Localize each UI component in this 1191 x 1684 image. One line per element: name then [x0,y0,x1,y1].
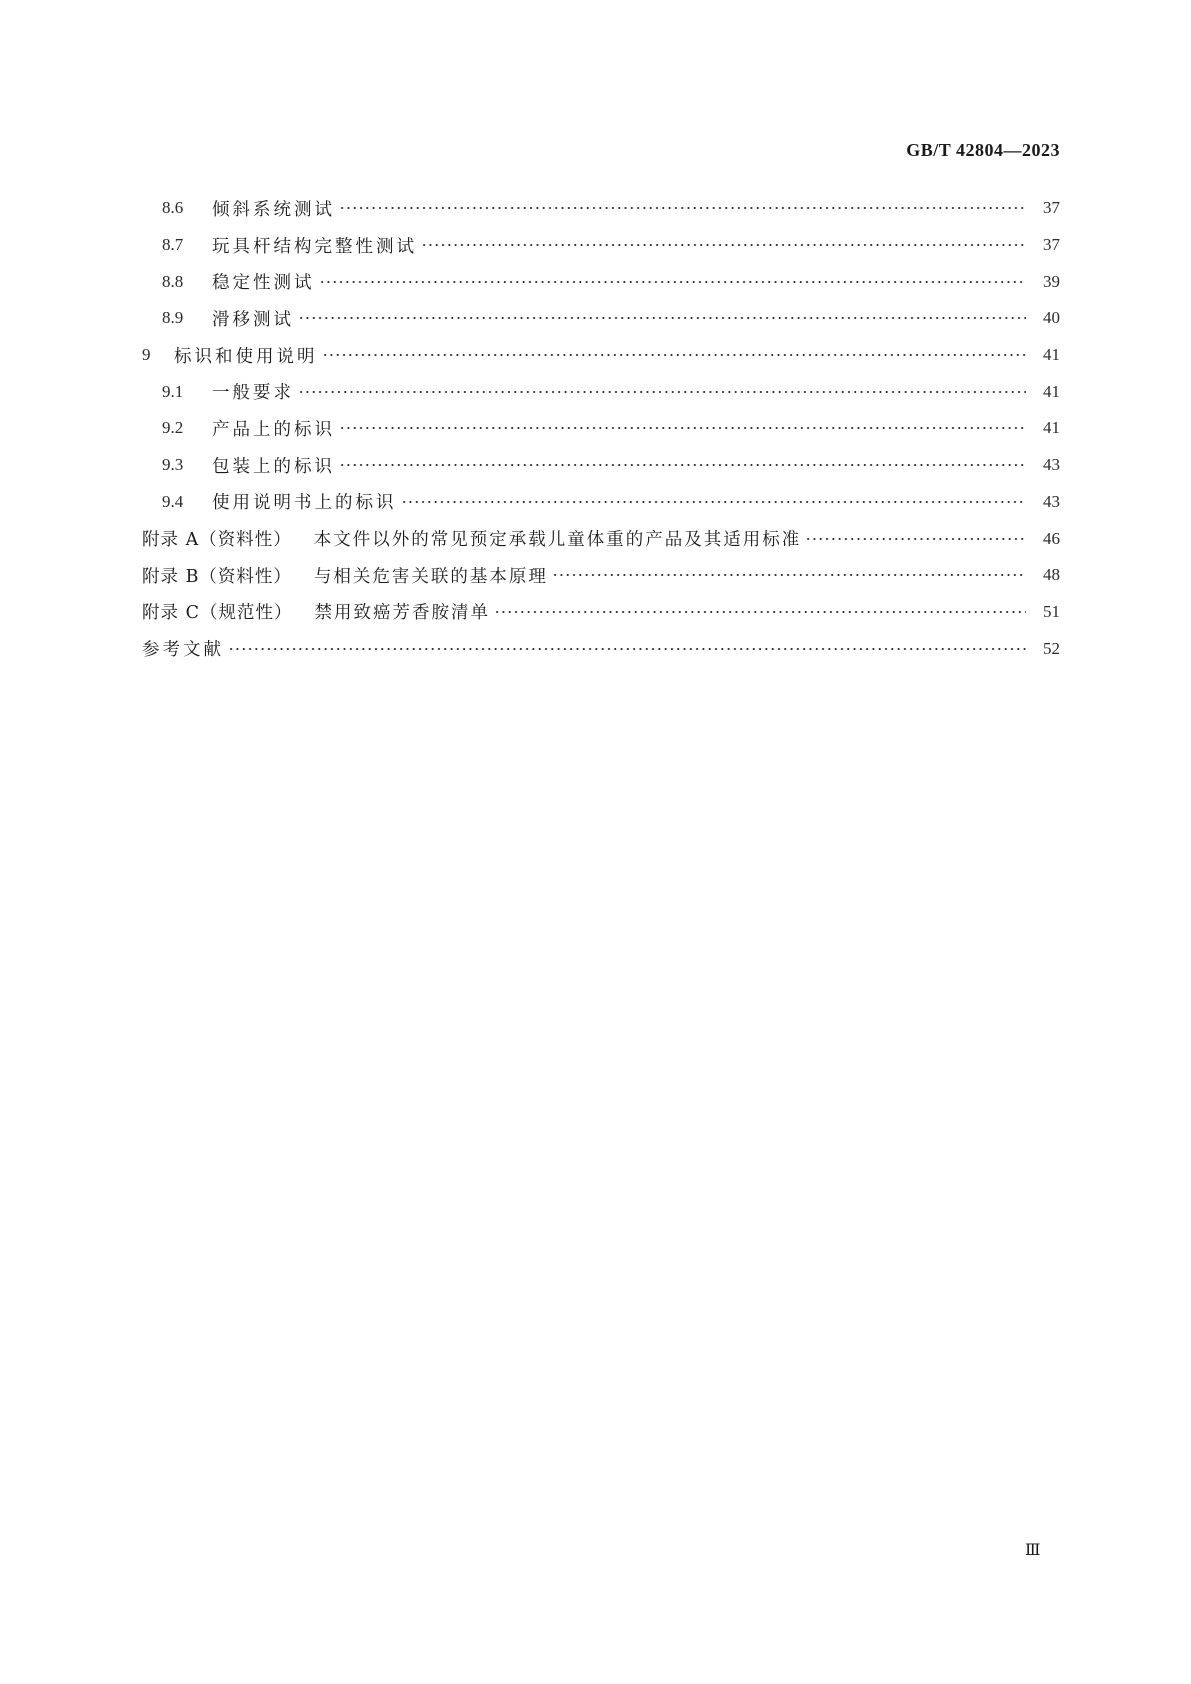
toc-entry-title: 参考文献 [142,640,224,661]
toc-entry-page: 52 [1043,638,1060,658]
toc-entry-appendix-a[interactable] [142,520,1060,557]
toc-entry-9-3[interactable] [142,447,1060,484]
toc-entry-number: 9 [142,345,151,365]
toc-entry-title: 滑移测试 [212,309,294,330]
toc-leader-dots [552,569,1026,581]
toc-entry-number: 9.2 [162,418,184,438]
toc-leader-dots [298,312,1026,324]
toc-entry-page: 41 [1043,381,1060,401]
toc-entry-number: 8.9 [162,308,184,328]
toc-entry-8-6[interactable] [142,190,1060,227]
toc-entry-title: 本文件以外的常见预定承载儿童体重的产品及其适用标准 [313,530,802,551]
toc-entry-number: 9.3 [162,455,184,475]
toc-leader-dots [319,276,1027,288]
toc-entry-page: 51 [1043,601,1060,621]
toc-entry-title: 稳定性测试 [212,273,315,294]
toc-entry-title: 产品上的标识 [212,419,335,440]
toc-entry-9-2[interactable] [142,410,1060,447]
toc-leader-dots [322,349,1027,361]
toc-entry-title: 玩具杆结构完整性测试 [212,236,417,257]
appendix-label: 附录 A（资料性） [142,530,292,551]
toc-entry-number: 8.6 [162,198,184,218]
toc-entry-page: 41 [1043,418,1060,438]
toc-entry-page: 43 [1043,491,1060,511]
toc-entry-appendix-b[interactable] [142,557,1060,594]
toc-leader-dots [401,496,1027,508]
toc-leader-dots [339,202,1026,214]
toc-entry-page: 37 [1043,235,1060,255]
appendix-label: 附录 C（规范性） [142,603,293,624]
toc-entry-title: 倾斜系统测试 [212,199,335,220]
toc-entry-page: 37 [1043,198,1060,218]
toc-entry-number: 8.8 [162,271,184,291]
page-number: Ⅲ [1025,1542,1040,1559]
toc-leader-dots [228,643,1026,655]
standard-number: GB/T 42804—2023 [906,140,1060,160]
table-of-contents [142,190,1060,667]
toc-entry-8-7[interactable] [142,227,1060,264]
toc-entry-title: 使用说明书上的标识 [212,493,397,514]
toc-entry-page: 41 [1043,345,1060,365]
toc-leader-dots [494,606,1026,618]
toc-entry-number: 9.4 [162,491,184,511]
toc-entry-title: 禁用致癌芳香胺清单 [314,603,490,624]
toc-entry-appendix-c[interactable] [142,594,1060,631]
toc-entry-9-1[interactable] [142,373,1060,410]
toc-entry-title: 包装上的标识 [212,456,335,477]
toc-entry-9-4[interactable] [142,484,1060,521]
toc-leader-dots [339,422,1026,434]
toc-entry-title: 与相关危害关联的基本原理 [313,566,548,587]
toc-entry-8-9[interactable] [142,300,1060,337]
toc-entry-9[interactable] [142,337,1060,374]
toc-entry-8-8[interactable] [142,263,1060,300]
appendix-label: 附录 B（资料性） [142,566,292,587]
toc-entry-title: 标识和使用说明 [174,346,318,367]
toc-entry-page: 43 [1043,455,1060,475]
toc-leader-dots [339,459,1026,471]
toc-entry-number: 9.1 [162,381,184,401]
toc-leader-dots [421,239,1026,251]
toc-entry-number: 8.7 [162,235,184,255]
toc-entry-references[interactable] [142,630,1060,667]
toc-entry-page: 46 [1043,528,1060,548]
toc-entry-page: 48 [1043,565,1060,585]
toc-leader-dots [805,533,1026,545]
toc-entry-title: 一般要求 [212,383,294,404]
toc-entry-page: 39 [1043,271,1060,291]
toc-leader-dots [298,386,1026,398]
toc-entry-page: 40 [1043,308,1060,328]
